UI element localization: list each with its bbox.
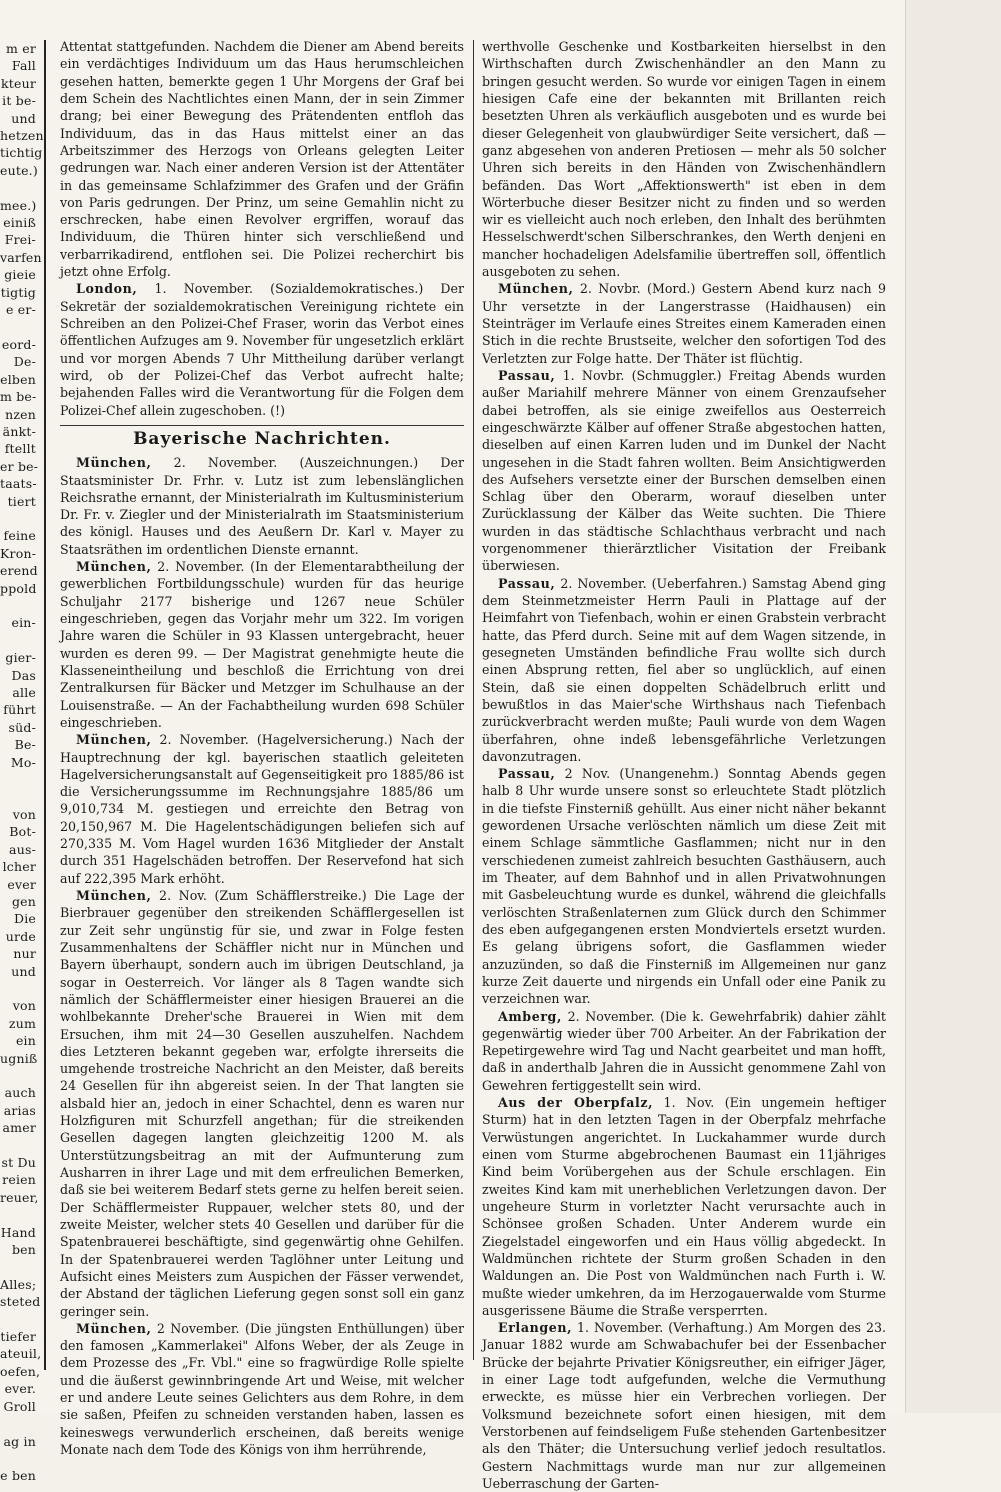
article-body: Attentat stattgefunden. Nachdem die Diener am Abend bereits ein verdächtiges Individuum um das Haus herumschleichen gesehen hatten, bemerkte gegen 1 Uhr Morgens der Graf bei dem Schein des Nachtlichtes einen Mann, der in sein Zimmer drang; bei einer Bewegung des Prätendenten entfloh das Individuum, das in das Haus mittelst einer an das Arbeitszimmer des Herzogs von Orleans gelegten Leiter gedrungen war. Nach einer anderen Version ist der Attentäter in das gemeinsame Schlafzimmer des Grafen und der Gräfin von Paris gedrungen. Der Prinz, um seine Gemahlin nicht zu erschrecken, habe einen Revolver ergriffen, worauf das Individuum, die Thüren hinter sich verschließend und verbarrikadirend, entflohen sei. Die Polizei recherchirt bis jetzt ohne Erfolg.: [60, 39, 464, 280]
section-header: Bayerische Nachrichten.: [60, 425, 464, 448]
margin-fragment: [0, 771, 36, 788]
article-a1: [482, 1008, 886, 1095]
margin-fragment: [0, 179, 36, 196]
margin-fragment: reuer,: [0, 1189, 39, 1205]
margin-fragment: aus-: [9, 841, 36, 857]
margin-fragment: und: [11, 110, 36, 126]
article-o1: [482, 1094, 886, 1319]
margin-fragment: steted: [0, 1294, 41, 1310]
margin-fragment: taats-: [0, 476, 37, 492]
margin-fragment: m be-: [0, 389, 37, 405]
margin-fragment: Mo-: [10, 754, 36, 770]
article-body: 2 November. (Die jüngsten Enthüllungen) über den famosen „Kammerlakei" Alfons Weber, der als Zeuge in dem Prozesse des „Fr. Vbl." eine so fragwürdige Rolle spielte und die äußerst gewinnbringende Art und Weise, mit welcher er und andere Leute seines Gelichters aus dem Rohre, in dem sie saßen, Pfeifen zu schneiden verstanden haben, lassen es keineswegs verwunderlich erscheinen, daß bereits wenige Monate nach dem Tode des Königs von ihm herrührende,: [60, 1320, 464, 1457]
article-dateline: München,: [76, 732, 152, 748]
article-m5: [60, 1320, 464, 1459]
margin-fragment: [0, 1206, 36, 1223]
margin-fragment: ftellt: [4, 441, 36, 457]
article-cont: [482, 38, 886, 280]
margin-fragment: erend: [0, 563, 38, 579]
article-body: 1. Nov. (Ein ungemein heftiger Sturm) hat in den letzten Tagen in der Oberpfalz mehrfache Verwüstungen angerichtet. In Luckahammer wurde durch einen vom Sturme abgebrochenen Baumast ein 11jähriges Kind beim Vorübergehen aus der Schule erschlagen. Ein zweites Kind kam mit unerheblichen Verletzungen davon. Der ungeheure Sturm in vorletzter Nacht verursachte auch in Schönsee großen Schaden. Unter Anderem wurde ein Ziegelstadel eingeworfen und ein Haus völlig abgedeckt. In Waldmünchen richtete der Sturm großen Schaden in den Waldungen an. Die Post von Waldmünchen nach Furth i. W. mußte wieder umkehren, da im Herzogauerwalde vom Sturme ausgerissene Bäume die Straße versperrten.: [482, 1095, 887, 1318]
margin-fragment: it be-: [2, 93, 36, 109]
margin-fragment: ever.: [4, 1381, 36, 1397]
margin-fragment: Fall: [11, 58, 36, 74]
margin-fragment: elben: [0, 371, 36, 387]
margin-fragment: Be-: [14, 737, 36, 753]
margin-fragment: führt: [3, 702, 36, 718]
article-body: werthvolle Geschenke und Kostbarkeiten hierselbst in den Wirthschaften durch Zwischenhändler an den Mann zu bringen gesucht werden. So wurde vor einigen Tagen in einem hiesigen Cafe eine der bekannten mit Brillanten reich besetzten Uhren als verkäuflich ausgeboten und es wurde bei dieser Gelegenheit von glaubwürdiger Seite versichert, daß — ganz abgesehen von anderen Pretiosen — mehr als 50 solcher Uhren sich bereits in den Händen von Zwischenhändlern befänden. Das Wort „Affektionswerth" ist eben in dem Wörterbuche dieser Besitzer nicht zu finden und so werden wir es vielleicht auch noch erleben, den Inhalt des berühmten Hesselschwerdt'schen Silberschrankes, den Werth denjeni en mancher hochadeligen Adelsfamilie übertreffen soll, öffentlich ausgeboten zu sehen.: [482, 39, 886, 280]
margin-fragment: [0, 1137, 36, 1154]
article-dateline: Amberg,: [498, 1008, 562, 1024]
margin-fragment: einiß: [3, 215, 36, 231]
margin-fragment: [0, 788, 36, 805]
margin-fragment: auch: [4, 1085, 36, 1101]
article-body: 2 Nov. (Unangenehm.) Sonntag Abends gegen halb 8 Uhr wurde unsere sonst so erleuchtete Stadt plötzlich in die tiefste Finsterniß gehüllt. Aus einer nicht näher bekannt gewordenen Ursache verlöschten nämlich um diese Zeit mit einem Schlage sämmtliche Gasflammen; nicht nur in den verschiedenen zumeist zahlreich besuchten Gasthäusern, auch im Theater, auf dem Bahnhof und in allen Privatwohnungen mit Gasbeleuchtung wurde es dunkel, während die gleichfalls verlöschten Straßenlaternen zum Glück durch den Schimmer des eben aufgegangenen ersten Mondviertels ersetzt wurden. Es gelang übrigens sofort, die Gasflammen wieder anzuzünden, so daß die Finsterniß im Allgemeinen nur ganz kurze Zeit dauerte und nirgends ein Unfall oder eine Panik zu verzeichnen war.: [482, 766, 886, 1007]
margin-fragment: e ben: [0, 1468, 36, 1484]
left-column: [60, 38, 464, 1457]
article-p3: [482, 765, 886, 1007]
margin-fragment: feine: [3, 528, 36, 544]
page-edge: [905, 0, 1001, 1413]
margin-fragment: mee.): [0, 197, 37, 213]
margin-fragment: eord-: [1, 336, 36, 352]
margin-fragment: e er-: [6, 302, 36, 318]
article-dateline: Erlangen,: [498, 1320, 573, 1336]
article-intro: [60, 38, 464, 280]
margin-fragment: amer: [2, 1120, 36, 1136]
margin-fragment: alle: [12, 685, 36, 701]
margin-fragment: und: [11, 963, 36, 979]
margin-fragment: arias: [3, 1102, 36, 1118]
margin-fragment: süd-: [8, 719, 36, 735]
margin-fragment: [0, 597, 36, 614]
margin-fragment: ag in: [3, 1433, 36, 1449]
article-dateline: München,: [76, 559, 152, 575]
article-m1: [60, 454, 464, 558]
margin-fragment: ben: [11, 1242, 36, 1258]
margin-fragment: [0, 1450, 36, 1467]
margin-fragment: [0, 1415, 36, 1432]
article-body: 2. November. (In der Elementarabtheilung der gewerblichen Fortbildungsschule) wurden für das heurige Schuljahr 2177 bisherige und 1267 neue Schüler eingeschrieben, gegen das Vorjahr mehr um 322. Im vorigen Jahre waren die Schüler in 93 Klassen untergebracht, heuer wurden es deren 99. — Der Magistrat genehmigte heute die Klasseneintheilung und beschloß die Errichtung von drei Zentralkursen für Bäcker und Metzger im Schulhause an der Louisenstraße. — An der Fachabtheilung wurden 698 Schüler eingeschrieben.: [60, 559, 464, 730]
margin-fragment: nur: [13, 946, 36, 962]
margin-fragment: eute.): [0, 162, 38, 178]
margin-fragment: oefen,: [0, 1363, 41, 1379]
margin-fragment: reien: [2, 1172, 36, 1188]
article-dateline: München,: [76, 455, 152, 471]
margin-fragment: [0, 632, 36, 649]
article-body: 2. Novbr. (Mord.) Gestern Abend kurz nach 9 Uhr versetzte in der Langerstrasse (Haidhausen) ein Steinträger im Verlaufe eines Streites einem Kameraden einen Stich in die rechte Brustseite, welcher den sofortigen Tod des Verletzten zur Folge hatte. Der Thäter ist flüchtig.: [482, 281, 886, 366]
margin-fragment: zum: [8, 1015, 36, 1031]
left-margin-fragments: [0, 40, 44, 1484]
margin-fragment: m er: [6, 41, 36, 56]
article-m6: [482, 280, 886, 367]
margin-fragment: hetzen: [0, 128, 44, 144]
margin-fragment: er be-: [0, 458, 39, 474]
column-divider: [473, 40, 474, 1360]
margin-fragment: von: [12, 806, 36, 822]
article-body: 2. Nov. (Zum Schäfflerstreike.) Die Lage der Bierbrauer gegenüber den streikenden Schäfflergesellen ist zur Zeit sehr ungünstig für sie, und zwar in Folge festen Zusammenhaltens der Schäffler nicht nur in München und Bayern überhaupt, sondern auch im übrigen Deutschland, ja sogar in Oesterreich. Vor länger als 8 Tagen wandte sich nämlich der Schäfflermeister einer hiesigen Brauerei an die wohlbekannte Dreher'sche Brauerei in Wien mit dem Ersuchen, ihm mit 24—30 Gesellen auszuhelfen. Nachdem dies Letzteren bekannt gegeben war, erfolgte ihrerseits die umgehende trostreiche Nachricht an den Meister, daß bereits 24 Gesellen für ihn abgereist seien. In der That langten sie alsbald hier an, jedoch in einer Schachtel, denn es waren nur Holzfiguren mit Schurzfell angethan; für die streikenden Gesellen dagegen langten gleichzeitig 1200 M. als Unterstützungsbeitrag an mit der Aufmunterung zum Ausharren in ihrer Lage und mit dem erfreulichen Bemerken, daß sie bei weiterem Bedarf stets gerne zu helfen bereit seien. Der Schäfflermeister Ruppauer, welcher stets 80, und der zweite Meister, welcher stets 40 Gesellen und darüber für die Spatenbrauerei beschäftigte, sind gegenwärtig ohne Gehilfen. In der Spatenbrauerei werden Taglöhner unter Leitung und Aufsicht eines Meisters zum Auspichen der Fässer verwendet, der Abstand der täglichen Lieferung gegen sonst soll ein ganz geringer sein.: [60, 888, 464, 1319]
margin-fragment: tiefer: [0, 1329, 36, 1345]
margin-fragment: varfen: [0, 249, 42, 265]
margin-fragment: ever: [7, 876, 36, 892]
margin-fragment: tiert: [7, 493, 36, 509]
article-body: 2. November. (Auszeichnungen.) Der Staatsminister Dr. Frhr. v. Lutz ist zum lebenslänglichen Reichsrathe ernannt, der Ministerialrath im Kultusministerium Dr. Fr. v. Ziegler und der Ministerialrath im Staatsministerium des königl. Hauses und des Aeußern Dr. Karl v. Mayer zu Staatsräthen im ordentlichen Dienste ernannt.: [60, 455, 464, 557]
margin-fragment: kteur: [0, 75, 36, 91]
margin-fragment: De-: [13, 354, 36, 370]
margin-fragment: Frei-: [4, 232, 36, 248]
margin-fragment: ateuil,: [0, 1346, 42, 1362]
article-dateline: München,: [76, 1320, 152, 1336]
margin-fragment: nzen: [5, 406, 36, 422]
article-dateline: Passau,: [498, 367, 556, 383]
article-dateline: Passau,: [498, 575, 556, 591]
article-body: 2. November. (Hagelversicherung.) Nach der Hauptrechnung der kgl. bayerischen staatlich geleiteten Hagelversicherungsanstalt auf Gegenseitigkeit pro 1885/86 ist die Versicherungssumme im Rechnungsjahre 1885/86 um 9,010,734 M. gestiegen und erreichte den Betrag von 20,150,967 M. Die Hagelentschädigungen beliefen sich auf 270,335 M. Vom Hagel wurden 1636 Mitglieder der Anstalt durch 351 Hagelschäden betroffen. Der Reservefond hat sich auf 222,395 Mark erhöht.: [60, 732, 464, 886]
margin-fragment: [0, 319, 36, 336]
margin-fragment: ein: [15, 1033, 36, 1049]
margin-fragment: Alles;: [0, 1276, 37, 1292]
margin-fragment: ein-: [11, 615, 36, 631]
article-london: [60, 280, 464, 419]
margin-fragment: änkt-: [2, 423, 36, 439]
margin-fragment: gen: [11, 893, 36, 909]
margin-fragment: Hand: [0, 1224, 36, 1240]
left-column-rule: [44, 40, 46, 1370]
right-column: [482, 38, 887, 1491]
margin-fragment: [0, 1258, 36, 1275]
margin-fragment: tigtig: [0, 284, 36, 300]
margin-fragment: Bot-: [9, 824, 36, 840]
margin-fragment: st Du: [1, 1155, 36, 1170]
margin-fragment: [0, 510, 36, 527]
article-body: 1. November. (Verhaftung.) Am Morgen des 23. Januar 1882 wurde am Schwabachufer bei der Essenbacher Brücke der bejahrte Privatier Königsreuther, ein eifriger Jäger, in einer Lage todt aufgefunden, welche die Vermuthung erweckte, es müsse hier ein Verbrechen vorliegen. Der Volksmund bezeichnete sofort einen hiesigen, mit dem Verstorbenen auf feindseligem Fuße stehenden Gartenbesitzer als den Thäter; die Untersuchung verlief jedoch resultatlos. Gestern Nachmittags wurde man nur zur allgemeinen Ueberraschung der Garten-: [482, 1320, 886, 1491]
margin-fragment: von: [12, 998, 36, 1014]
article-dateline: London,: [76, 281, 138, 297]
article-body: 2. November. (Die k. Gewehrfabrik) dahier zählt gegenwärtig wieder über 700 Arbeiter. An der Fabrikation der Repetirgewehre wird Tag und Nacht gearbeitet und man hofft, daß in anderthalb Jahren die in Aussicht genommene Zahl von Gewehren fertiggestellt sein wird.: [482, 1008, 886, 1093]
margin-fragment: [0, 1067, 36, 1084]
article-m2: [60, 558, 464, 731]
margin-fragment: [0, 1311, 36, 1328]
article-e1: [482, 1319, 886, 1492]
margin-fragment: ugniß: [0, 1050, 38, 1066]
article-body: 2. November. (Ueberfahren.) Samstag Abend ging dem Steinmetzmeister Herrn Pauli in Plattage auf der Heimfahrt von Tiefenbach, wohin er einen Grabstein verbracht hatte, das Pferd durch. Seine mit auf dem Wagen sitzende, in gesegneten Umständen befindliche Frau wollte sich durch einen Absprung retten, fiel aber so unglücklich, auf einen Stein, daß sie einen doppelten Schädelbruch erlitt und bewußtlos in das Maier'sche Wirthshaus nach Tiefenbach zurückverbracht werden mußte; Pauli wurde von dem Wagen überfahren, ohne indeß lebensgefährliche Verletzungen davonzutragen.: [482, 575, 886, 764]
article-dateline: München,: [498, 281, 574, 297]
article-body: 1. November. (Sozialdemokratisches.) Der Sekretär der sozialdemokratischen Vereinigung richtete ein Schreiben an den Polizei-Chef Fraser, worin das Verbot eines öffentlichen Aufzuges am 9. November für ungesetzlich erklärt und vor morgen Abends 7 Uhr Mittheilung darüber verlangt wird, ob der Polizei-Chef das Verbot aufrecht halte; bejahenden Falles wird die Verantwortung für die Folgen dem Polizei-Chef allein zugeschoben. (!): [60, 281, 464, 418]
article-dateline: Aus der Oberpfalz,: [498, 1095, 654, 1111]
margin-fragment: Groll: [3, 1398, 36, 1414]
article-p1: [482, 367, 886, 575]
margin-fragment: ppold: [0, 580, 37, 596]
article-dateline: Passau,: [498, 766, 556, 782]
article-dateline: München,: [76, 888, 152, 903]
article-p2: [482, 575, 886, 765]
margin-fragment: tichtig: [0, 145, 43, 161]
article-body: 1. Novbr. (Schmuggler.) Freitag Abends wurden außer Mariahilf mehrere Männer von einem Grenzaufseher dabei betroffen, als sie einige zweifellos aus Oesterreich eingeschwärzte Kälber auf offener Straße abgestochen hatten, dieselben auf einen Karren luden und im Dunkel der Nacht ungesehen in die Stadt fahren wollten. Beim Ansichtigwerden des Aufsehers versetzte einer der Burschen demselben einen Schlag über den Oberarm, worauf dieselben unter Zurücklassung der Kälber das Weite suchten. Die Thiere wurden in das städtische Schlachthaus verbracht und nach vorgenommener thierärztlicher Visitation der Freibank überwiesen.: [482, 367, 886, 574]
margin-fragment: urde: [5, 928, 36, 944]
margin-fragment: gieie: [4, 267, 36, 283]
margin-fragment: Das: [11, 667, 36, 683]
margin-fragment: [0, 980, 36, 997]
margin-fragment: lcher: [2, 859, 36, 875]
article-m4: [60, 887, 464, 1320]
margin-fragment: Kron-: [0, 545, 37, 561]
margin-fragment: Die: [13, 911, 36, 927]
margin-fragment: gier-: [5, 650, 36, 666]
article-m3: [60, 731, 464, 887]
